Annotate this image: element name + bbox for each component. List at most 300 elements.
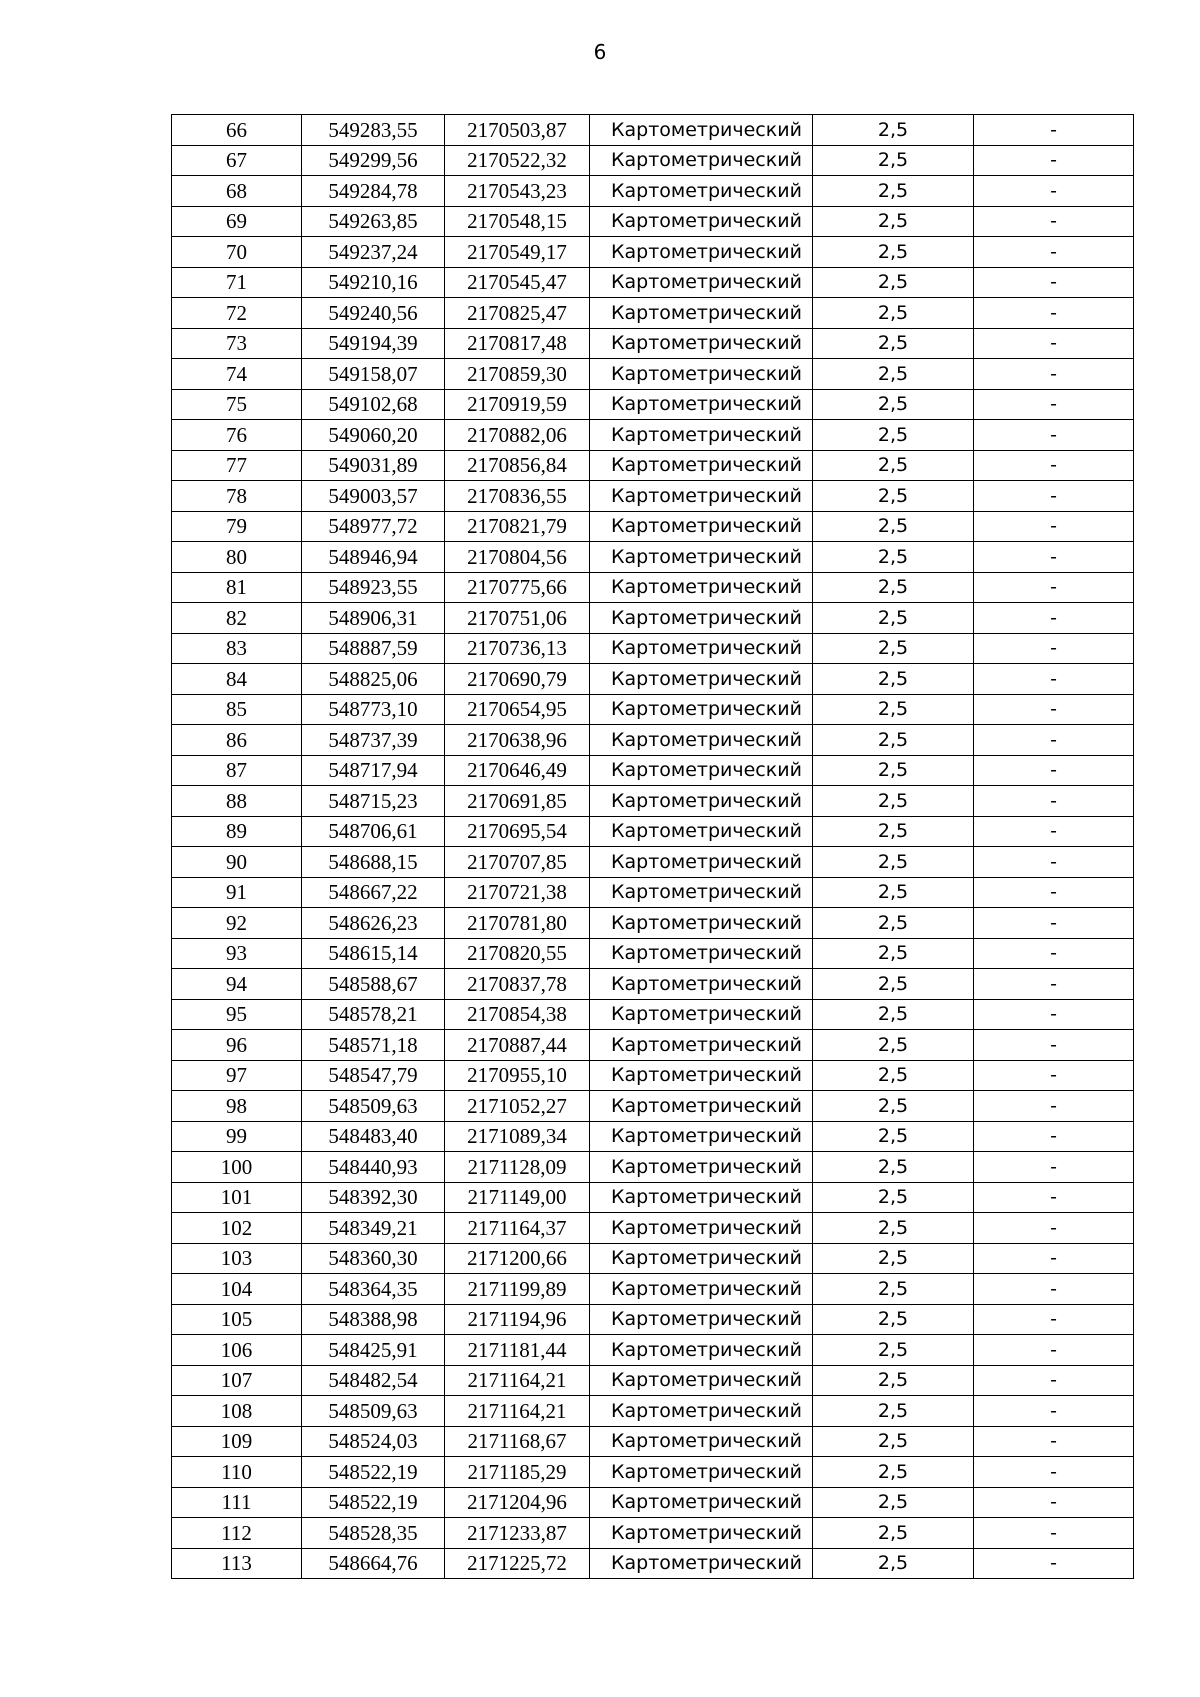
x-coordinate-cell: 548946,94: [302, 542, 445, 573]
method-cell: Картометрический: [590, 572, 813, 603]
x-coordinate-cell: 548664,76: [302, 1548, 445, 1579]
note-cell: -: [974, 1365, 1134, 1396]
method-cell: Картометрический: [590, 999, 813, 1030]
table-row: [172, 542, 1134, 573]
table-row: [172, 206, 1134, 237]
table-row: [172, 1274, 1134, 1305]
table-row: [172, 1335, 1134, 1366]
method-cell: Картометрический: [590, 145, 813, 176]
point-number-cell: 81: [172, 572, 302, 603]
y-coordinate-cell: 2170837,78: [445, 969, 590, 1000]
point-number-cell: 82: [172, 603, 302, 634]
point-number-cell: 100: [172, 1152, 302, 1183]
point-number-cell: 101: [172, 1182, 302, 1213]
method-cell: Картометрический: [590, 420, 813, 451]
x-coordinate-cell: 548688,15: [302, 847, 445, 878]
accuracy-cell: 2,5: [813, 1243, 974, 1274]
point-number-cell: 102: [172, 1213, 302, 1244]
accuracy-cell: 2,5: [813, 1030, 974, 1061]
x-coordinate-cell: 548615,14: [302, 938, 445, 969]
note-cell: -: [974, 176, 1134, 207]
table-row: [172, 481, 1134, 512]
x-coordinate-cell: 548773,10: [302, 694, 445, 725]
note-cell: -: [974, 999, 1134, 1030]
accuracy-cell: 2,5: [813, 1213, 974, 1244]
note-cell: -: [974, 572, 1134, 603]
x-coordinate-cell: 548887,59: [302, 633, 445, 664]
note-cell: -: [974, 816, 1134, 847]
note-cell: -: [974, 328, 1134, 359]
note-cell: -: [974, 1457, 1134, 1488]
method-cell: Картометрический: [590, 786, 813, 817]
y-coordinate-cell: 2170825,47: [445, 298, 590, 329]
table-row: [172, 847, 1134, 878]
method-cell: Картометрический: [590, 725, 813, 756]
point-number-cell: 84: [172, 664, 302, 695]
point-number-cell: 95: [172, 999, 302, 1030]
y-coordinate-cell: 2171204,96: [445, 1487, 590, 1518]
point-number-cell: 71: [172, 267, 302, 298]
note-cell: -: [974, 633, 1134, 664]
method-cell: Картометрический: [590, 176, 813, 207]
table-row: [172, 1030, 1134, 1061]
method-cell: Картометрический: [590, 1335, 813, 1366]
x-coordinate-cell: 548349,21: [302, 1213, 445, 1244]
y-coordinate-cell: 2170548,15: [445, 206, 590, 237]
x-coordinate-cell: 548825,06: [302, 664, 445, 695]
point-number-cell: 66: [172, 115, 302, 146]
point-number-cell: 74: [172, 359, 302, 390]
y-coordinate-cell: 2170804,56: [445, 542, 590, 573]
table-row: [172, 1121, 1134, 1152]
table-row: [172, 1396, 1134, 1427]
note-cell: -: [974, 1152, 1134, 1183]
method-cell: Картометрический: [590, 206, 813, 237]
table-row: [172, 969, 1134, 1000]
accuracy-cell: 2,5: [813, 1518, 974, 1549]
table-row: [172, 267, 1134, 298]
table-row: [172, 511, 1134, 542]
y-coordinate-cell: 2170721,38: [445, 877, 590, 908]
y-coordinate-cell: 2171194,96: [445, 1304, 590, 1335]
point-number-cell: 68: [172, 176, 302, 207]
note-cell: -: [974, 755, 1134, 786]
point-number-cell: 112: [172, 1518, 302, 1549]
table-row: [172, 389, 1134, 420]
y-coordinate-cell: 2170854,38: [445, 999, 590, 1030]
table-row: [172, 1426, 1134, 1457]
y-coordinate-cell: 2171128,09: [445, 1152, 590, 1183]
point-number-cell: 75: [172, 389, 302, 420]
accuracy-cell: 2,5: [813, 389, 974, 420]
method-cell: Картометрический: [590, 542, 813, 573]
x-coordinate-cell: 548706,61: [302, 816, 445, 847]
y-coordinate-cell: 2171185,29: [445, 1457, 590, 1488]
method-cell: Картометрический: [590, 1152, 813, 1183]
accuracy-cell: 2,5: [813, 1274, 974, 1305]
note-cell: -: [974, 1121, 1134, 1152]
accuracy-cell: 2,5: [813, 1121, 974, 1152]
y-coordinate-cell: 2170887,44: [445, 1030, 590, 1061]
method-cell: Картометрический: [590, 450, 813, 481]
accuracy-cell: 2,5: [813, 328, 974, 359]
point-number-cell: 85: [172, 694, 302, 725]
note-cell: -: [974, 206, 1134, 237]
accuracy-cell: 2,5: [813, 786, 974, 817]
x-coordinate-cell: 548737,39: [302, 725, 445, 756]
x-coordinate-cell: 549263,85: [302, 206, 445, 237]
accuracy-cell: 2,5: [813, 176, 974, 207]
method-cell: Картометрический: [590, 694, 813, 725]
note-cell: -: [974, 298, 1134, 329]
accuracy-cell: 2,5: [813, 1457, 974, 1488]
note-cell: -: [974, 877, 1134, 908]
point-number-cell: 111: [172, 1487, 302, 1518]
accuracy-cell: 2,5: [813, 633, 974, 664]
accuracy-cell: 2,5: [813, 664, 974, 695]
x-coordinate-cell: 549284,78: [302, 176, 445, 207]
note-cell: -: [974, 389, 1134, 420]
y-coordinate-cell: 2170821,79: [445, 511, 590, 542]
method-cell: Картометрический: [590, 1182, 813, 1213]
x-coordinate-cell: 548923,55: [302, 572, 445, 603]
note-cell: -: [974, 115, 1134, 146]
accuracy-cell: 2,5: [813, 572, 974, 603]
y-coordinate-cell: 2170646,49: [445, 755, 590, 786]
method-cell: Картометрический: [590, 877, 813, 908]
x-coordinate-cell: 549210,16: [302, 267, 445, 298]
method-cell: Картометрический: [590, 755, 813, 786]
y-coordinate-cell: 2170695,54: [445, 816, 590, 847]
method-cell: Картометрический: [590, 633, 813, 664]
method-cell: Картометрический: [590, 237, 813, 268]
point-number-cell: 108: [172, 1396, 302, 1427]
method-cell: Картометрический: [590, 115, 813, 146]
y-coordinate-cell: 2171199,89: [445, 1274, 590, 1305]
method-cell: Картометрический: [590, 1548, 813, 1579]
accuracy-cell: 2,5: [813, 694, 974, 725]
x-coordinate-cell: 548522,19: [302, 1457, 445, 1488]
y-coordinate-cell: 2171164,21: [445, 1396, 590, 1427]
accuracy-cell: 2,5: [813, 1365, 974, 1396]
y-coordinate-cell: 2170781,80: [445, 908, 590, 939]
note-cell: -: [974, 603, 1134, 634]
table-row: [172, 115, 1134, 146]
x-coordinate-cell: 548547,79: [302, 1060, 445, 1091]
note-cell: -: [974, 725, 1134, 756]
note-cell: -: [974, 664, 1134, 695]
note-cell: -: [974, 481, 1134, 512]
accuracy-cell: 2,5: [813, 999, 974, 1030]
x-coordinate-cell: 548392,30: [302, 1182, 445, 1213]
table-row: [172, 1365, 1134, 1396]
note-cell: -: [974, 847, 1134, 878]
point-number-cell: 110: [172, 1457, 302, 1488]
table-row: [172, 938, 1134, 969]
accuracy-cell: 2,5: [813, 206, 974, 237]
y-coordinate-cell: 2170882,06: [445, 420, 590, 451]
note-cell: -: [974, 267, 1134, 298]
method-cell: Картометрический: [590, 1030, 813, 1061]
coordinates-table-body: [172, 115, 1134, 1579]
accuracy-cell: 2,5: [813, 145, 974, 176]
x-coordinate-cell: 548578,21: [302, 999, 445, 1030]
x-coordinate-cell: 548717,94: [302, 755, 445, 786]
table-row: [172, 725, 1134, 756]
table-row: [172, 664, 1134, 695]
y-coordinate-cell: 2170856,84: [445, 450, 590, 481]
y-coordinate-cell: 2171233,87: [445, 1518, 590, 1549]
accuracy-cell: 2,5: [813, 908, 974, 939]
method-cell: Картометрический: [590, 1487, 813, 1518]
method-cell: Картометрический: [590, 1396, 813, 1427]
x-coordinate-cell: 548906,31: [302, 603, 445, 634]
table-row: [172, 176, 1134, 207]
method-cell: Картометрический: [590, 847, 813, 878]
x-coordinate-cell: 549102,68: [302, 389, 445, 420]
note-cell: -: [974, 542, 1134, 573]
y-coordinate-cell: 2170522,32: [445, 145, 590, 176]
point-number-cell: 72: [172, 298, 302, 329]
x-coordinate-cell: 548977,72: [302, 511, 445, 542]
point-number-cell: 90: [172, 847, 302, 878]
point-number-cell: 103: [172, 1243, 302, 1274]
accuracy-cell: 2,5: [813, 511, 974, 542]
method-cell: Картометрический: [590, 1121, 813, 1152]
accuracy-cell: 2,5: [813, 816, 974, 847]
x-coordinate-cell: 549194,39: [302, 328, 445, 359]
method-cell: Картометрический: [590, 1060, 813, 1091]
x-coordinate-cell: 548440,93: [302, 1152, 445, 1183]
y-coordinate-cell: 2170638,96: [445, 725, 590, 756]
table-row: [172, 1457, 1134, 1488]
table-row: [172, 1182, 1134, 1213]
method-cell: Картометрический: [590, 298, 813, 329]
note-cell: -: [974, 237, 1134, 268]
accuracy-cell: 2,5: [813, 542, 974, 573]
table-row: [172, 1091, 1134, 1122]
x-coordinate-cell: 548715,23: [302, 786, 445, 817]
accuracy-cell: 2,5: [813, 481, 974, 512]
method-cell: Картометрический: [590, 328, 813, 359]
accuracy-cell: 2,5: [813, 1487, 974, 1518]
accuracy-cell: 2,5: [813, 1335, 974, 1366]
y-coordinate-cell: 2170820,55: [445, 938, 590, 969]
table-row: [172, 1487, 1134, 1518]
x-coordinate-cell: 548425,91: [302, 1335, 445, 1366]
accuracy-cell: 2,5: [813, 1548, 974, 1579]
note-cell: -: [974, 1304, 1134, 1335]
x-coordinate-cell: 549060,20: [302, 420, 445, 451]
table-row: [172, 1152, 1134, 1183]
point-number-cell: 69: [172, 206, 302, 237]
accuracy-cell: 2,5: [813, 115, 974, 146]
x-coordinate-cell: 549237,24: [302, 237, 445, 268]
note-cell: -: [974, 1426, 1134, 1457]
point-number-cell: 67: [172, 145, 302, 176]
method-cell: Картометрический: [590, 908, 813, 939]
table-row: [172, 603, 1134, 634]
table-row: [172, 359, 1134, 390]
method-cell: Картометрический: [590, 1091, 813, 1122]
point-number-cell: 83: [172, 633, 302, 664]
table-row: [172, 1243, 1134, 1274]
point-number-cell: 94: [172, 969, 302, 1000]
point-number-cell: 76: [172, 420, 302, 451]
x-coordinate-cell: 548509,63: [302, 1091, 445, 1122]
table-row: [172, 1548, 1134, 1579]
accuracy-cell: 2,5: [813, 450, 974, 481]
y-coordinate-cell: 2170549,17: [445, 237, 590, 268]
accuracy-cell: 2,5: [813, 359, 974, 390]
table-row: [172, 1304, 1134, 1335]
y-coordinate-cell: 2170545,47: [445, 267, 590, 298]
method-cell: Картометрический: [590, 938, 813, 969]
note-cell: -: [974, 420, 1134, 451]
point-number-cell: 105: [172, 1304, 302, 1335]
table-row: [172, 298, 1134, 329]
note-cell: -: [974, 908, 1134, 939]
accuracy-cell: 2,5: [813, 1426, 974, 1457]
y-coordinate-cell: 2170859,30: [445, 359, 590, 390]
note-cell: -: [974, 450, 1134, 481]
point-number-cell: 79: [172, 511, 302, 542]
method-cell: Картометрический: [590, 1213, 813, 1244]
method-cell: Картометрический: [590, 389, 813, 420]
point-number-cell: 73: [172, 328, 302, 359]
method-cell: Картометрический: [590, 359, 813, 390]
note-cell: -: [974, 1060, 1134, 1091]
point-number-cell: 92: [172, 908, 302, 939]
method-cell: Картометрический: [590, 969, 813, 1000]
point-number-cell: 96: [172, 1030, 302, 1061]
accuracy-cell: 2,5: [813, 1396, 974, 1427]
y-coordinate-cell: 2170691,85: [445, 786, 590, 817]
y-coordinate-cell: 2170707,85: [445, 847, 590, 878]
note-cell: -: [974, 1091, 1134, 1122]
x-coordinate-cell: 549031,89: [302, 450, 445, 481]
note-cell: -: [974, 1182, 1134, 1213]
x-coordinate-cell: 549003,57: [302, 481, 445, 512]
table-row: [172, 1060, 1134, 1091]
note-cell: -: [974, 359, 1134, 390]
y-coordinate-cell: 2171200,66: [445, 1243, 590, 1274]
note-cell: -: [974, 1487, 1134, 1518]
x-coordinate-cell: 548388,98: [302, 1304, 445, 1335]
x-coordinate-cell: 548524,03: [302, 1426, 445, 1457]
accuracy-cell: 2,5: [813, 603, 974, 634]
note-cell: -: [974, 938, 1134, 969]
note-cell: -: [974, 1243, 1134, 1274]
accuracy-cell: 2,5: [813, 877, 974, 908]
point-number-cell: 98: [172, 1091, 302, 1122]
y-coordinate-cell: 2171168,67: [445, 1426, 590, 1457]
table-row: [172, 694, 1134, 725]
table-row: [172, 786, 1134, 817]
y-coordinate-cell: 2170654,95: [445, 694, 590, 725]
y-coordinate-cell: 2170503,87: [445, 115, 590, 146]
method-cell: Картометрический: [590, 511, 813, 542]
y-coordinate-cell: 2170955,10: [445, 1060, 590, 1091]
method-cell: Картометрический: [590, 1518, 813, 1549]
table-row: [172, 816, 1134, 847]
point-number-cell: 104: [172, 1274, 302, 1305]
point-number-cell: 80: [172, 542, 302, 573]
x-coordinate-cell: 549240,56: [302, 298, 445, 329]
point-number-cell: 89: [172, 816, 302, 847]
accuracy-cell: 2,5: [813, 1091, 974, 1122]
table-row: [172, 572, 1134, 603]
x-coordinate-cell: 548528,35: [302, 1518, 445, 1549]
point-number-cell: 97: [172, 1060, 302, 1091]
method-cell: Картометрический: [590, 664, 813, 695]
method-cell: Картометрический: [590, 1426, 813, 1457]
note-cell: -: [974, 694, 1134, 725]
y-coordinate-cell: 2170736,13: [445, 633, 590, 664]
x-coordinate-cell: 549158,07: [302, 359, 445, 390]
coordinates-table: [171, 114, 1134, 1579]
method-cell: Картометрический: [590, 267, 813, 298]
point-number-cell: 99: [172, 1121, 302, 1152]
y-coordinate-cell: 2171225,72: [445, 1548, 590, 1579]
note-cell: -: [974, 1335, 1134, 1366]
accuracy-cell: 2,5: [813, 1304, 974, 1335]
note-cell: -: [974, 511, 1134, 542]
point-number-cell: 78: [172, 481, 302, 512]
y-coordinate-cell: 2171164,37: [445, 1213, 590, 1244]
y-coordinate-cell: 2170919,59: [445, 389, 590, 420]
point-number-cell: 87: [172, 755, 302, 786]
y-coordinate-cell: 2170751,06: [445, 603, 590, 634]
page-number: 6: [593, 40, 607, 64]
x-coordinate-cell: 548364,35: [302, 1274, 445, 1305]
point-number-cell: 109: [172, 1426, 302, 1457]
note-cell: -: [974, 786, 1134, 817]
table-row: [172, 755, 1134, 786]
accuracy-cell: 2,5: [813, 969, 974, 1000]
table-row: [172, 999, 1134, 1030]
x-coordinate-cell: 548482,54: [302, 1365, 445, 1396]
accuracy-cell: 2,5: [813, 1182, 974, 1213]
method-cell: Картометрический: [590, 1365, 813, 1396]
accuracy-cell: 2,5: [813, 420, 974, 451]
point-number-cell: 107: [172, 1365, 302, 1396]
note-cell: -: [974, 1396, 1134, 1427]
x-coordinate-cell: 548483,40: [302, 1121, 445, 1152]
x-coordinate-cell: 548667,22: [302, 877, 445, 908]
method-cell: Картометрический: [590, 603, 813, 634]
x-coordinate-cell: 548360,30: [302, 1243, 445, 1274]
table-row: [172, 908, 1134, 939]
accuracy-cell: 2,5: [813, 725, 974, 756]
x-coordinate-cell: 548626,23: [302, 908, 445, 939]
point-number-cell: 70: [172, 237, 302, 268]
x-coordinate-cell: 548588,67: [302, 969, 445, 1000]
note-cell: -: [974, 145, 1134, 176]
y-coordinate-cell: 2170690,79: [445, 664, 590, 695]
accuracy-cell: 2,5: [813, 1152, 974, 1183]
accuracy-cell: 2,5: [813, 847, 974, 878]
table-row: [172, 1213, 1134, 1244]
x-coordinate-cell: 549299,56: [302, 145, 445, 176]
y-coordinate-cell: 2171149,00: [445, 1182, 590, 1213]
table-row: [172, 237, 1134, 268]
note-cell: -: [974, 1213, 1134, 1244]
table-row: [172, 450, 1134, 481]
method-cell: Картометрический: [590, 1243, 813, 1274]
point-number-cell: 77: [172, 450, 302, 481]
y-coordinate-cell: 2171181,44: [445, 1335, 590, 1366]
